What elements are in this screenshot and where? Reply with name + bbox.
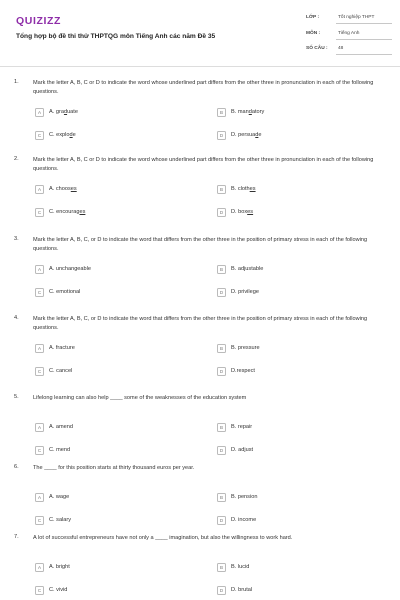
option-letter-box[interactable]: C [35,516,44,525]
option-text [49,186,77,192]
option-letter-box[interactable]: A [35,344,44,353]
option-text-rest: e [72,132,76,138]
option-text [231,517,256,523]
option-text [231,345,260,351]
option-text [231,368,255,374]
meta-count-label: SỐ CÂU : [306,46,328,51]
worksheet-title: Tổng hợp bộ đề thi thử THPTQG môn Tiếng Anh các năm Đề 35 [16,33,216,40]
option-text [49,345,75,351]
option-text [49,424,73,430]
option-letter-box[interactable]: B [217,423,226,432]
option-letter-box[interactable]: C [35,586,44,595]
option-text-main: A. fracture [49,345,75,351]
question-number: 7. [14,534,19,540]
option-letter-box[interactable]: D [217,446,226,455]
option-underlined-part: es [247,209,254,215]
option-text [49,564,70,570]
meta-grade-label: LỚP : [306,15,320,20]
quizizz-logo: QUIZIZZ [16,15,62,27]
option-text [49,289,80,295]
option-letter-box[interactable]: B [217,265,226,274]
option-letter-box[interactable]: D [217,516,226,525]
option-text-main: B. pension [231,494,258,500]
meta-subject-value: Tiếng Anh [338,31,360,36]
option-text-main: A. unchangeable [49,266,91,272]
option-text [231,266,263,272]
option-text-main: B. adjustable [231,266,264,272]
question-text: Lifelong learning can also help ____ some of the weaknesses of the education system [33,395,247,401]
option-letter-box[interactable]: D [217,208,226,217]
option-text-main: C. cancel [49,368,73,374]
option-letter-box[interactable]: D [217,367,226,376]
option-text-rest: atory [251,109,265,115]
meta-count-value: 48 [338,46,344,51]
option-underlined-part: d [63,109,68,115]
question-text: Mark the letter A, B, C or D to indicate the word whose underlined part differs from the other three in pronunciation in each of the following questions. [33,80,374,95]
option-text [231,209,253,215]
option-letter-box[interactable]: B [217,108,226,117]
option-letter-box[interactable]: C [35,446,44,455]
question-number: 5. [14,394,19,400]
option-text-main: D. privilege [231,289,259,295]
option-text-main: D. box [231,209,248,215]
option-text [49,517,71,523]
meta-subject-label: MÔN : [306,31,321,36]
option-letter-box[interactable]: C [35,367,44,376]
option-text-main: A. amend [49,424,73,430]
question-text: Mark the letter A, B, C, or D to indicate the word that differs from the other three in the position of primary stress in each of the following questions. [33,316,368,331]
option-text [49,494,69,500]
option-text-rest: e [258,132,262,138]
option-underlined-part: d [248,109,252,115]
meta-grade-underline [336,23,392,24]
option-text-main: B. lucid [231,564,250,570]
option-text [231,587,252,593]
option-text [231,109,264,115]
option-text-main: B. cloth [231,186,250,192]
option-text [231,132,262,138]
option-letter-box[interactable]: A [35,493,44,502]
option-text-main: C. encourag [49,209,80,215]
option-text-rest: uate [67,109,78,115]
option-text [231,289,259,295]
option-text-main: D.respect [231,368,255,374]
meta-subject-row [306,29,392,39]
option-letter-box[interactable]: B [217,563,226,572]
option-letter-box[interactable]: D [217,586,226,595]
worksheet-header [0,0,400,66]
option-letter-box[interactable]: C [35,131,44,140]
option-text [231,494,257,500]
option-text [231,424,252,430]
option-text-main: D. adjust [231,447,254,453]
meta-count-row [306,44,392,54]
option-text-main: A. gra [49,109,64,115]
meta-grade-row [306,13,392,23]
option-underlined-part: d [255,132,259,138]
option-text [49,209,85,215]
option-underlined-part: d [69,132,73,138]
option-letter-box[interactable]: D [217,131,226,140]
option-text [49,132,76,138]
option-underlined-part: es [70,186,77,192]
question-text: A lot of successful entrepreneurs have not only a ____ imagination, but also the willingness to work hard. [33,535,293,541]
option-text [231,447,253,453]
option-letter-box[interactable]: A [35,185,44,194]
option-letter-box[interactable]: C [35,288,44,297]
option-text-main: D. persua [231,132,256,138]
question-number: 1. [14,79,19,85]
option-text-main: B. pressure [231,345,260,351]
option-text [49,447,70,453]
option-text-main: C. explo [49,132,70,138]
option-underlined-part: es [79,209,86,215]
option-text-main: D. income [231,517,257,523]
option-letter-box[interactable]: D [217,288,226,297]
option-text-main: A. wage [49,494,70,500]
option-letter-box[interactable]: B [217,493,226,502]
option-letter-box[interactable]: A [35,423,44,432]
meta-count-underline [336,54,392,55]
option-letter-box[interactable]: A [35,563,44,572]
option-text-main: C. mend [49,447,71,453]
meta-grade-value: Tốt nghiệp THPT [338,15,375,20]
question-text: Mark the letter A, B, C or D to indicate the word whose underlined part differs from the other three in pronunciation in each of the following questions. [33,157,374,172]
option-text-main: B. repair [231,424,253,430]
question-number: 6. [14,464,19,470]
option-text-main: A. bright [49,564,70,570]
header-divider [0,66,400,67]
option-text-main: B. man [231,109,249,115]
option-text [49,587,67,593]
question-number: 4. [14,315,19,321]
option-text [231,186,256,192]
option-underlined-part: es [249,186,256,192]
option-text-main: C. salary [49,517,72,523]
option-text [49,368,72,374]
option-letter-box[interactable]: B [217,185,226,194]
question-number: 2. [14,156,19,162]
option-text-main: C. vivid [49,587,68,593]
option-letter-box[interactable]: A [35,265,44,274]
meta-subject-underline [336,39,392,40]
option-text-main: D. brutal [231,587,253,593]
option-text [49,109,78,115]
option-letter-box[interactable]: B [217,344,226,353]
option-text [231,564,249,570]
option-text-main: A. choos [49,186,71,192]
option-text [49,266,91,272]
question-text: The ____ for this position starts at thirty thousand euros per year. [33,465,195,471]
option-letter-box[interactable]: C [35,208,44,217]
question-text: Mark the letter A, B, C, or D to indicate the word that differs from the other three in the position of primary stress in each of the following questions. [33,237,368,252]
question-number: 3. [14,236,19,242]
option-text-main: C. emotional [49,289,81,295]
option-letter-box[interactable]: A [35,108,44,117]
